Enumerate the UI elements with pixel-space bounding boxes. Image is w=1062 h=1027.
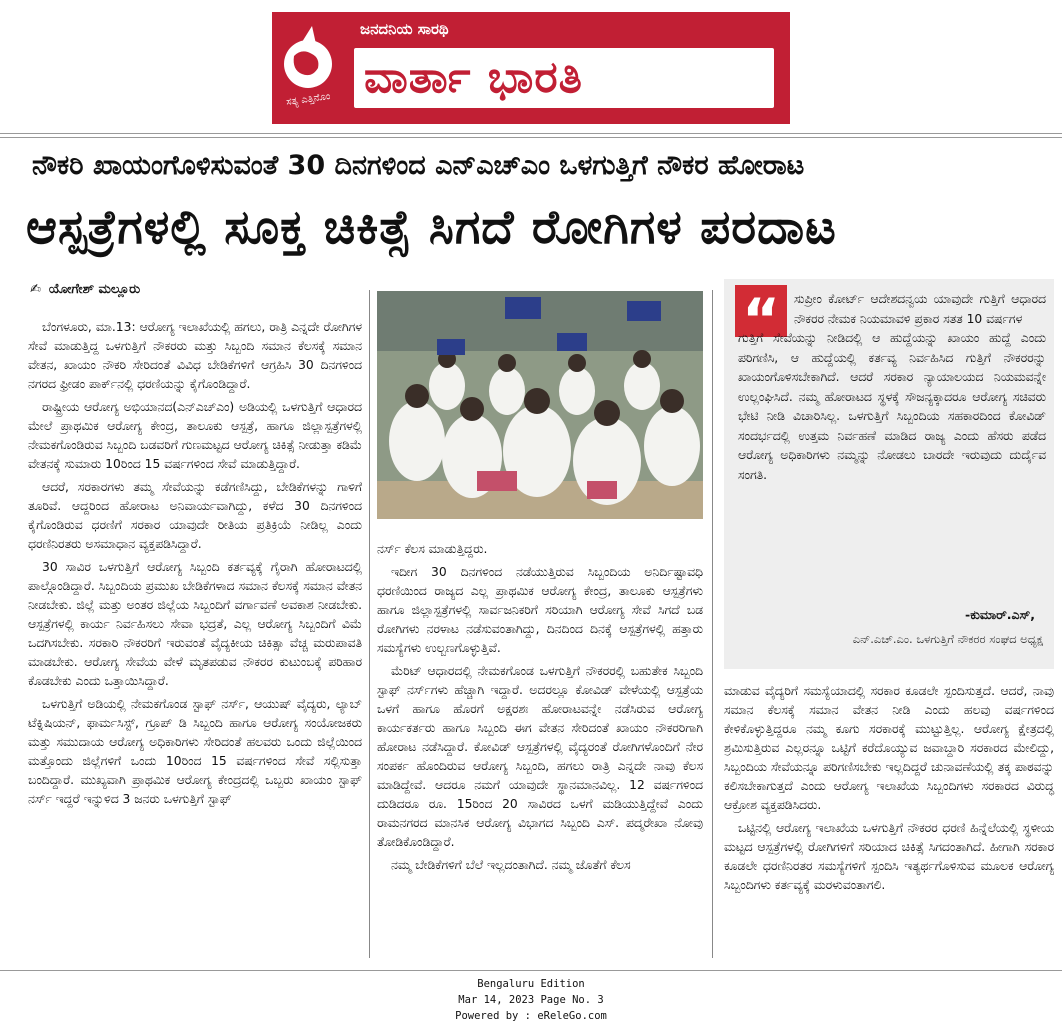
masthead-title: ವಾರ್ತಾ ಭಾರತಿ	[364, 52, 583, 103]
masthead	[272, 12, 790, 124]
paragraph: ಆದರೆ, ಸರಕಾರಗಳು ತಮ್ಮ ಸೇವೆಯನ್ನು ಕಡೆಗಣಿಸಿದ್ದು, ಬೇಡಿಕೆಗಳನ್ನು ಗಾಳಿಗೆ ತೂರಿವೆ. ಆದ್ದರಿಂದ ಹೋರಾಟ ಅನಿವಾರ್ಯವಾಗಿದ್ದು, ಕಳೆದ 30 ದಿನಗಳಿಂದ ಕೈಗೊಂಡಿರುವ ಧರಣಿಗೆ ಸರಕಾರ ಯಾವುದೇ ರೀತಿಯ ಪ್ರತಿಕ್ರಿಯೆ ನೀಡಿಲ್ಲ ಎಂದು ಧರಣಿನಿರತರು ಅಸಮಾಧಾನ ವ್ಯಕ್ತಪಡಿಸಿದ್ದಾರೆ.	[28, 480, 362, 551]
paragraph: ಮಾಡುವ ವೈದ್ಯರಿಗೆ ಸಮಸ್ಯೆಯಾದಲ್ಲಿ ಸರಕಾರ ಕೂಡಲೇ ಸ್ಪಂದಿಸುತ್ತದೆ. ಆದರೆ, ನಾವು ಸಮಾನ ಕೆಲಸಕ್ಕೆ ಸಮಾನ ವೇತನ ನೀಡಿ ಎಂದು ಹಲವು ವರ್ಷಗಳಿಂದ ಕೇಳಿಕೊಳ್ಳುತ್ತಿದ್ದರೂ ನಮ್ಮ ಕೂಗು ಸರಕಾರಕ್ಕೆ ಮುಟ್ಟುತ್ತಿಲ್ಲ. ಆರೋಗ್ಯ ಕ್ಷೇತ್ರದಲ್ಲಿ ಶ್ರಮಿಸುತ್ತಿರುವ ಎಲ್ಲರನ್ನೂ ಒಟ್ಟಿಗೆ ಕರೆದೊಯ್ಯುವ ಜವಾಬ್ದಾರಿ ಸರಕಾರದ ಮೇಲಿದ್ದು, ಸಿಬ್ಬಂದಿಯ ಸೇವೆಯನ್ನೂ ಪರಿಗಣಿಸಬೇಕು ಇಲ್ಲದಿದ್ದರೆ ಚುನಾವಣೆಯಲ್ಲಿ ತಕ್ಕ ಪಾಠವನ್ನು ಕಲಿಸಬೇಕಾಗುತ್ತದೆ ಎಂದು ಆರೋಗ್ಯ ಇಲಾಖೆಯ ಸಿಬ್ಬಂದಿಗಳು ಸರಕಾರದ ವಿರುದ್ಧ ಆಕ್ರೋಶ ವ್ಯಕ್ತಪಡಿಸಿದರು.	[724, 684, 1054, 812]
column-divider	[369, 290, 370, 958]
pen-icon: ✍	[30, 282, 41, 297]
quote-body: ಗುತ್ತಿಗೆ ಸೇವೆಯನ್ನು ನೀಡಿದಲ್ಲಿ ಆ ಹುದ್ದೆಯನ್ನು ಖಾಯಂ ಹುದ್ದೆ ಎಂದು ಪರಿಗಣಿಸಿ, ಆ ಹುದ್ದೆಯಲ್ಲಿ ಕರ್ತವ್ಯ ನಿರ್ವಹಿಸಿದ ಗುತ್ತಿಗೆ ನೌಕರರನ್ನು ಖಾಯಂಗೊಳಿಸಬೇಕಾಗಿದೆ. ಆದರೆ ಸರಕಾರ ನ್ಯಾಯಾಲಯದ ನಿಯಮವನ್ನೇ ಉಲ್ಲಂಘಿಸಿದೆ. ನಮ್ಮ ಹೋರಾಟದ ಸ್ಥಳಕ್ಕೆ ಸೌಜನ್ಯಕ್ಕಾದರೂ ಆರೋಗ್ಯ ಸಚಿವರು ಭೇಟಿ ನೀಡಿ ವಿಚಾರಿಸಿಲ್ಲ. ಒಳಗುತ್ತಿಗೆ ಸಿಬ್ಬಂದಿಯ ಸಹಕಾರದಿಂದ ಕೋವಿಡ್ ಸಂದರ್ಭದಲ್ಲಿ ಉತ್ತಮ ನಿರ್ವಹಣೆ ಮಾಡಿದ ರಾಜ್ಯ ಎಂದು ಹೆಸರು ಪಡೆದ ಆರೋಗ್ಯ ಅಧಿಕಾರಿಗಳು ನಮ್ಮನ್ನು ನೋಡಲು ಬಾರದೇ ಇರುವುದು ದುರ್ದೈವ ಸಂಗತಿ.	[738, 331, 1046, 482]
byline	[30, 282, 140, 297]
paragraph: ನಮ್ಮ ಬೇಡಿಕೆಗಳಿಗೆ ಬೆಲೆ ಇಲ್ಲದಂತಾಗಿದೆ. ನಮ್ಮ ಜೊತೆಗೆ ಕೆಲಸ	[391, 858, 631, 872]
top-rule	[0, 133, 1062, 134]
byline-author: ಯೋಗೇಶ್ ಮಲ್ಲೂರು	[48, 282, 141, 297]
main-headline: ಆಸ್ಪತ್ರೆಗಳಲ್ಲಿ ಸೂಕ್ತ ಚಿಕಿತ್ಸೆ ಸಿಗದೆ ರೋಗಿಗಳ ಪರದಾಟ	[26, 200, 837, 255]
footer-date-page: Mar 14, 2023 Page No. 3	[458, 994, 604, 1006]
quote-icon: “	[735, 285, 787, 337]
protest-photo	[377, 291, 703, 519]
paragraph: 30 ಸಾವಿರ ಒಳಗುತ್ತಿಗೆ ಆರೋಗ್ಯ ಸಿಬ್ಬಂದಿ ಕರ್ತವ್ಯಕ್ಕೆ ಗೈರಾಗಿ ಹೋರಾಟದಲ್ಲಿ ಪಾಲ್ಗೊಂಡಿದ್ದಾರೆ. ಸಿಬ್ಬಂದಿಯ ಪ್ರಮುಖ ಬೇಡಿಕೆಗಳಾದ ಸಮಾನ ಕೆಲಸಕ್ಕೆ ಸಮಾನ ವೇತನ ನೀಡಬೇಕು. ಜಿಲ್ಲೆ ಮತ್ತು ಅಂತರ ಜಿಲ್ಲೆಯ ಸಿಬ್ಬಂದಿಗೆ ವರ್ಗಾವಣೆ ಅವಕಾಶ ನೀಡಬೇಕು. ಆಸ್ಪತ್ರೆಗಳಲ್ಲಿ ಕಾರ್ಯ ನಿರ್ವಹಿಸಲು ಸೇವಾ ಭದ್ರತೆ, ಎಲ್ಲ ಆರೋಗ್ಯ ಸಿಬ್ಬಂದಿಗೆ ವಿಮೆ ಒದಗಿಸಬೇಕು. ಸರಕಾರಿ ನೌಕರರಿಗೆ ಇರುವಂತೆ ವೈದ್ಯಕೀಯ ಚಿಕಿತ್ಸಾ ವೆಚ್ಚ ಮರುಪಾವತಿ ಮಾಡಬೇಕು. ಆರೋಗ್ಯ ಸೇವೆಯ ವೇಳೆ ಮೃತಪಡುವ ನೌಕರರ ಕುಟುಂಬಕ್ಕೆ ಪರಿಹಾರ ಕೊಡಬೇಕು ಎಂದು ಒತ್ತಾಯಿಸಿದ್ದಾರೆ.	[28, 560, 362, 688]
quote-author: -ಕುಮಾರ್.ಎಸ್,	[965, 607, 1035, 622]
column-divider	[712, 290, 713, 958]
article-column-1	[28, 318, 362, 813]
masthead-tagline: ಸತ್ಯ ಎತ್ತಿನೊಂ	[285, 90, 332, 109]
top-rule-2	[0, 137, 1062, 138]
paragraph: ಮೆರಿಟ್ ಆಧಾರದಲ್ಲಿ ನೇಮಕಗೊಂಡ ಒಳಗುತ್ತಿಗೆ ನೌಕರರಲ್ಲಿ ಬಹುತೇಕ ಸಿಬ್ಬಂದಿ ಸ್ಟಾಫ್ ನರ್ಸ್‌ಗಳು ಹೆಚ್ಚಾಗಿ ಇದ್ದಾರೆ. ಅದರಲ್ಲೂ ಕೋವಿಡ್ ವೇಳೆಯಲ್ಲಿ ಆಸ್ಪತ್ರೆಯ ಒಳಗೆ ಹಾಗೂ ಹೊರಗೆ ಅಕ್ಷರಶಃ ಹೋರಾಟವನ್ನೇ ನಡೆಸಿರುವ ಆರೋಗ್ಯ ಕಾರ್ಯಕರ್ತರು ಹಾಗೂ ಸಿಬ್ಬಂದಿ ಈಗ ವೇತನ ಸೇರಿದಂತೆ ಖಾಯಂ ನೌಕರರಿಗಾಗಿ ಹೋರಾಟ ನಡೆಸಿದ್ದಾರೆ. ಕೋವಿಡ್ ಆಸ್ಪತ್ರೆಗಳಲ್ಲಿ ವೈದ್ಯರಂತೆ ರೋಗಿಗಳೊಂದಿಗೆ ನೇರ ಸಂಪರ್ಕ ಹೊಂದಿರುವ ಆರೋಗ್ಯ ಸಿಬ್ಬಂದಿ, ಹಗಲು ರಾತ್ರಿ ಎನ್ನದೇ ನಾವು ಕೆಲಸ ಮಾಡಿದ್ದೇವೆ. ಆದರೂ ನಮಗೆ ಯಾವುದೇ ಸ್ಥಾನಮಾನವಿಲ್ಲ. 12 ವರ್ಷಗಳಿಂದ ದುಡಿದರೂ ರೂ. 15ರಿಂದ 20 ಸಾವಿರದ ಒಳಗೆ ಮಡಿಯುತ್ತಿದ್ದೇವೆ ಎಂದು ರಾಮನಗರದ ಮಾನಸಿಕ ಆರೋಗ್ಯ ವಿಭಾಗದ ಸಿಬ್ಬಂದಿ ಎಸ್. ಪದ್ಮರೇಖಾ ನೋವು ತೋಡಿಕೊಂಡಿದ್ದಾರೆ.	[377, 664, 703, 849]
paragraph: ಇದೀಗ 30 ದಿನಗಳಿಂದ ನಡೆಯುತ್ತಿರುವ ಸಿಬ್ಬಂದಿಯ ಅನಿರ್ದಿಷ್ಟಾವಧಿ ಧರಣಿಯಿಂದ ರಾಜ್ಯದ ಎಲ್ಲ ಪ್ರಾಥಮಿಕ ಆರೋಗ್ಯ ಕೇಂದ್ರ, ತಾಲೂಕು ಆಸ್ಪತ್ರೆಗಳು ಹಾಗೂ ಜಿಲ್ಲಾಸ್ಪತ್ರೆಗಳಲ್ಲಿ ಸಾರ್ವಜನಿಕರಿಗೆ ಸರಿಯಾಗಿ ಆರೋಗ್ಯ ಸೇವೆ ಸಿಗದೆ ಬಡ ರೋಗಿಗಳು ನರಳಾಟ ನಡೆಸುವಂತಾಗಿದ್ದು, ದಿನದಿಂದ ದಿನಕ್ಕೆ ಆಸ್ಪತ್ರೆಗಳಲ್ಲಿ ಹತ್ತಾರು ಸಮಸ್ಯೆಗಳು ಉಲ್ಬಣಗೊಳ್ಳುತ್ತಿವೆ.	[377, 565, 703, 655]
paragraph: ಒಳಗುತ್ತಿಗೆ ಅಡಿಯಲ್ಲಿ ನೇಮಕಗೊಂಡ ಸ್ಟಾಫ್ ನರ್ಸ್, ಆಯುಷ್ ವೈದ್ಯರು, ಲ್ಯಾಬ್ ಟೆಕ್ನಿಷಿಯನ್, ಫಾರ್ಮಸಿಸ್ಟ್, ಗ್ರೂಪ್ ಡಿ ಸಿಬ್ಬಂದಿ ಹಾಗೂ ಆರೋಗ್ಯ ಸಂಯೋಜಕರು ಮತ್ತು ಸಮುದಾಯ ಆರೋಗ್ಯ ಅಧಿಕಾರಿಗಳು ಸೇರಿದಂತೆ ಹಲವರು ಒಂದು ಜಿಲ್ಲೆಯಿಂದ ಮತ್ತೊಂದು ಜಿಲ್ಲೆಗಳಿಗೆ ಒಂದು 10ರಿಂದ 15 ವರ್ಷಗಳಿಂದ ಸೇವೆ ಸಲ್ಲಿಸುತ್ತಾ ಬಂದಿದ್ದಾರೆ. ಮುಖ್ಯವಾಗಿ ಪ್ರಾಥಮಿಕ ಆರೋಗ್ಯ ಕೇಂದ್ರದಲ್ಲಿ ಒಬ್ಬರು ಖಾಯಂ ಸ್ಟಾಫ್ ನರ್ಸ್ ಇದ್ದರೆ ಇನ್ನುಳಿದ 3 ಜನರು ಒಳಗುತ್ತಿಗೆ ಸ್ಟಾಫ್	[28, 697, 362, 806]
paragraph: ನರ್ಸ್ ಕೆಲಸ ಮಾಡುತ್ತಿದ್ದರು.	[377, 542, 488, 556]
paragraph: ರಾಷ್ಟ್ರೀಯ ಆರೋಗ್ಯ ಅಭಿಯಾನದ(ಎನ್‌ಎಚ್‌ಎಂ) ಅಡಿಯಲ್ಲಿ ಒಳಗುತ್ತಿಗೆ ಆಧಾರದ ಮೇಲೆ ಪ್ರಾಥಮಿಕ ಆರೋಗ್ಯ ಕೇಂದ್ರ, ತಾಲೂಕು ಆಸ್ಪತ್ರೆ, ಹಾಗೂ ಜಿಲ್ಲಾಸ್ಪತ್ರೆಗಳಲ್ಲಿ ನೇಮಕಗೊಂಡಿರುವ ಸಿಬ್ಬಂದಿ ಬಡವರಿಗೆ ಗುಣಮಟ್ಟದ ಆರೋಗ್ಯ ಚಿಕಿತ್ಸೆ ನೀಡುತ್ತಾ ಕಡಿಮೆ ವೇತನಕ್ಕೆ ಸುಮಾರು 10ರಿಂದ 15 ವರ್ಷಗಳಿಂದ ಸೇವೆ ಮಾಡುತ್ತಿದ್ದಾರೆ.	[28, 400, 362, 471]
quote-text	[738, 290, 1046, 485]
masthead-slogan: ಜನದನಿಯ ಸಾರಥಿ	[360, 20, 449, 38]
quote-author-role: ಎನ್.ಎಚ್.ಎಂ. ಒಳಗುತ್ತಿಗೆ ನೌಕರರ ಸಂಘದ ಅಧ್ಯಕ್ಷ	[852, 632, 1043, 646]
article-column-2	[377, 540, 703, 879]
footer-powered-by: Powered by : eReleGo.com	[455, 1010, 607, 1022]
bottom-rule	[0, 970, 1062, 971]
quote-lead: ಸುಪ್ರೀಂ ಕೋರ್ಟ್ ಆದೇಶದನ್ವಯ ಯಾವುದೇ ಗುತ್ತಿಗೆ ಆಧಾರದ ನೌಕರರ ನೇಮಕ ನಿಯಮಾವಳಿ ಪ್ರಕಾರ ಸತತ 10 ವರ್ಷಗಳ	[794, 292, 1046, 326]
article-column-3	[724, 682, 1054, 899]
footer-edition: Bengaluru Edition	[477, 978, 585, 990]
paragraph: ಬೆಂಗಳೂರು, ಮಾ.13: ಆರೋಗ್ಯ ಇಲಾಖೆಯಲ್ಲಿ ಹಗಲು, ರಾತ್ರಿ ಎನ್ನದೇ ರೋಗಿಗಳ ಸೇವೆ ಮಾಡುತ್ತಿದ್ದ ಒಳಗುತ್ತಿಗೆ ನೌಕರರು ಮತ್ತು ಸಿಬ್ಬಂದಿ ಸಮಾನ ಕೆಲಸಕ್ಕೆ ಸಮಾನ ವೇತನ, ಖಾಯಂ ನೌಕರಿ ಸೇರಿದಂತೆ ವಿವಿಧ ಬೇಡಿಕೆಗಳಿಗೆ ಆಗ್ರಹಿಸಿ 30 ದಿನಗಳಿಂದ ನಗರದ ಫ್ರೀಡಂ ಪಾರ್ಕ್‌ನಲ್ಲಿ ಧರಣಿಯನ್ನು ಕೈಗೊಂಡಿದ್ದಾರೆ.	[28, 320, 362, 391]
footer	[0, 976, 1062, 1024]
paragraph: ಒಟ್ಟಿನಲ್ಲಿ ಆರೋಗ್ಯ ಇಲಾಖೆಯ ಒಳಗುತ್ತಿಗೆ ನೌಕರರ ಧರಣಿ ಹಿನ್ನೆಲೆಯಲ್ಲಿ ಸ್ಥಳೀಯ ಮಟ್ಟದ ಆಸ್ಪತ್ರೆಗಳಲ್ಲಿ ರೋಗಿಗಳಿಗೆ ಸರಿಯಾದ ಚಿಕಿತ್ಸೆ ಸಿಗದಂತಾಗಿದೆ. ಹೀಗಾಗಿ ಸರಕಾರ ಕೂಡಲೇ ಧರಣಿನಿರತರ ಸಮಸ್ಯೆಗಳಿಗೆ ಸ್ಪಂದಿಸಿ ಇತ್ಯರ್ಥಗೊಳಿಸುವ ಮೂಲಕ ಆರೋಗ್ಯ ಸಿಬ್ಬಂದಿಗಳು ಕರ್ತವ್ಯಕ್ಕೆ ಮರಳುವಂತಾಗಲಿ.	[724, 821, 1054, 892]
kicker-headline: ನೌಕರಿ ಖಾಯಂಗೊಳಿಸುವಂತೆ 30 ದಿನಗಳಿಂದ ಎನ್‌ಎಚ್‌ಎಂ ಒಳಗುತ್ತಿಗೆ ನೌಕರ ಹೋರಾಟ	[32, 150, 805, 181]
logo-emblem	[272, 12, 342, 124]
